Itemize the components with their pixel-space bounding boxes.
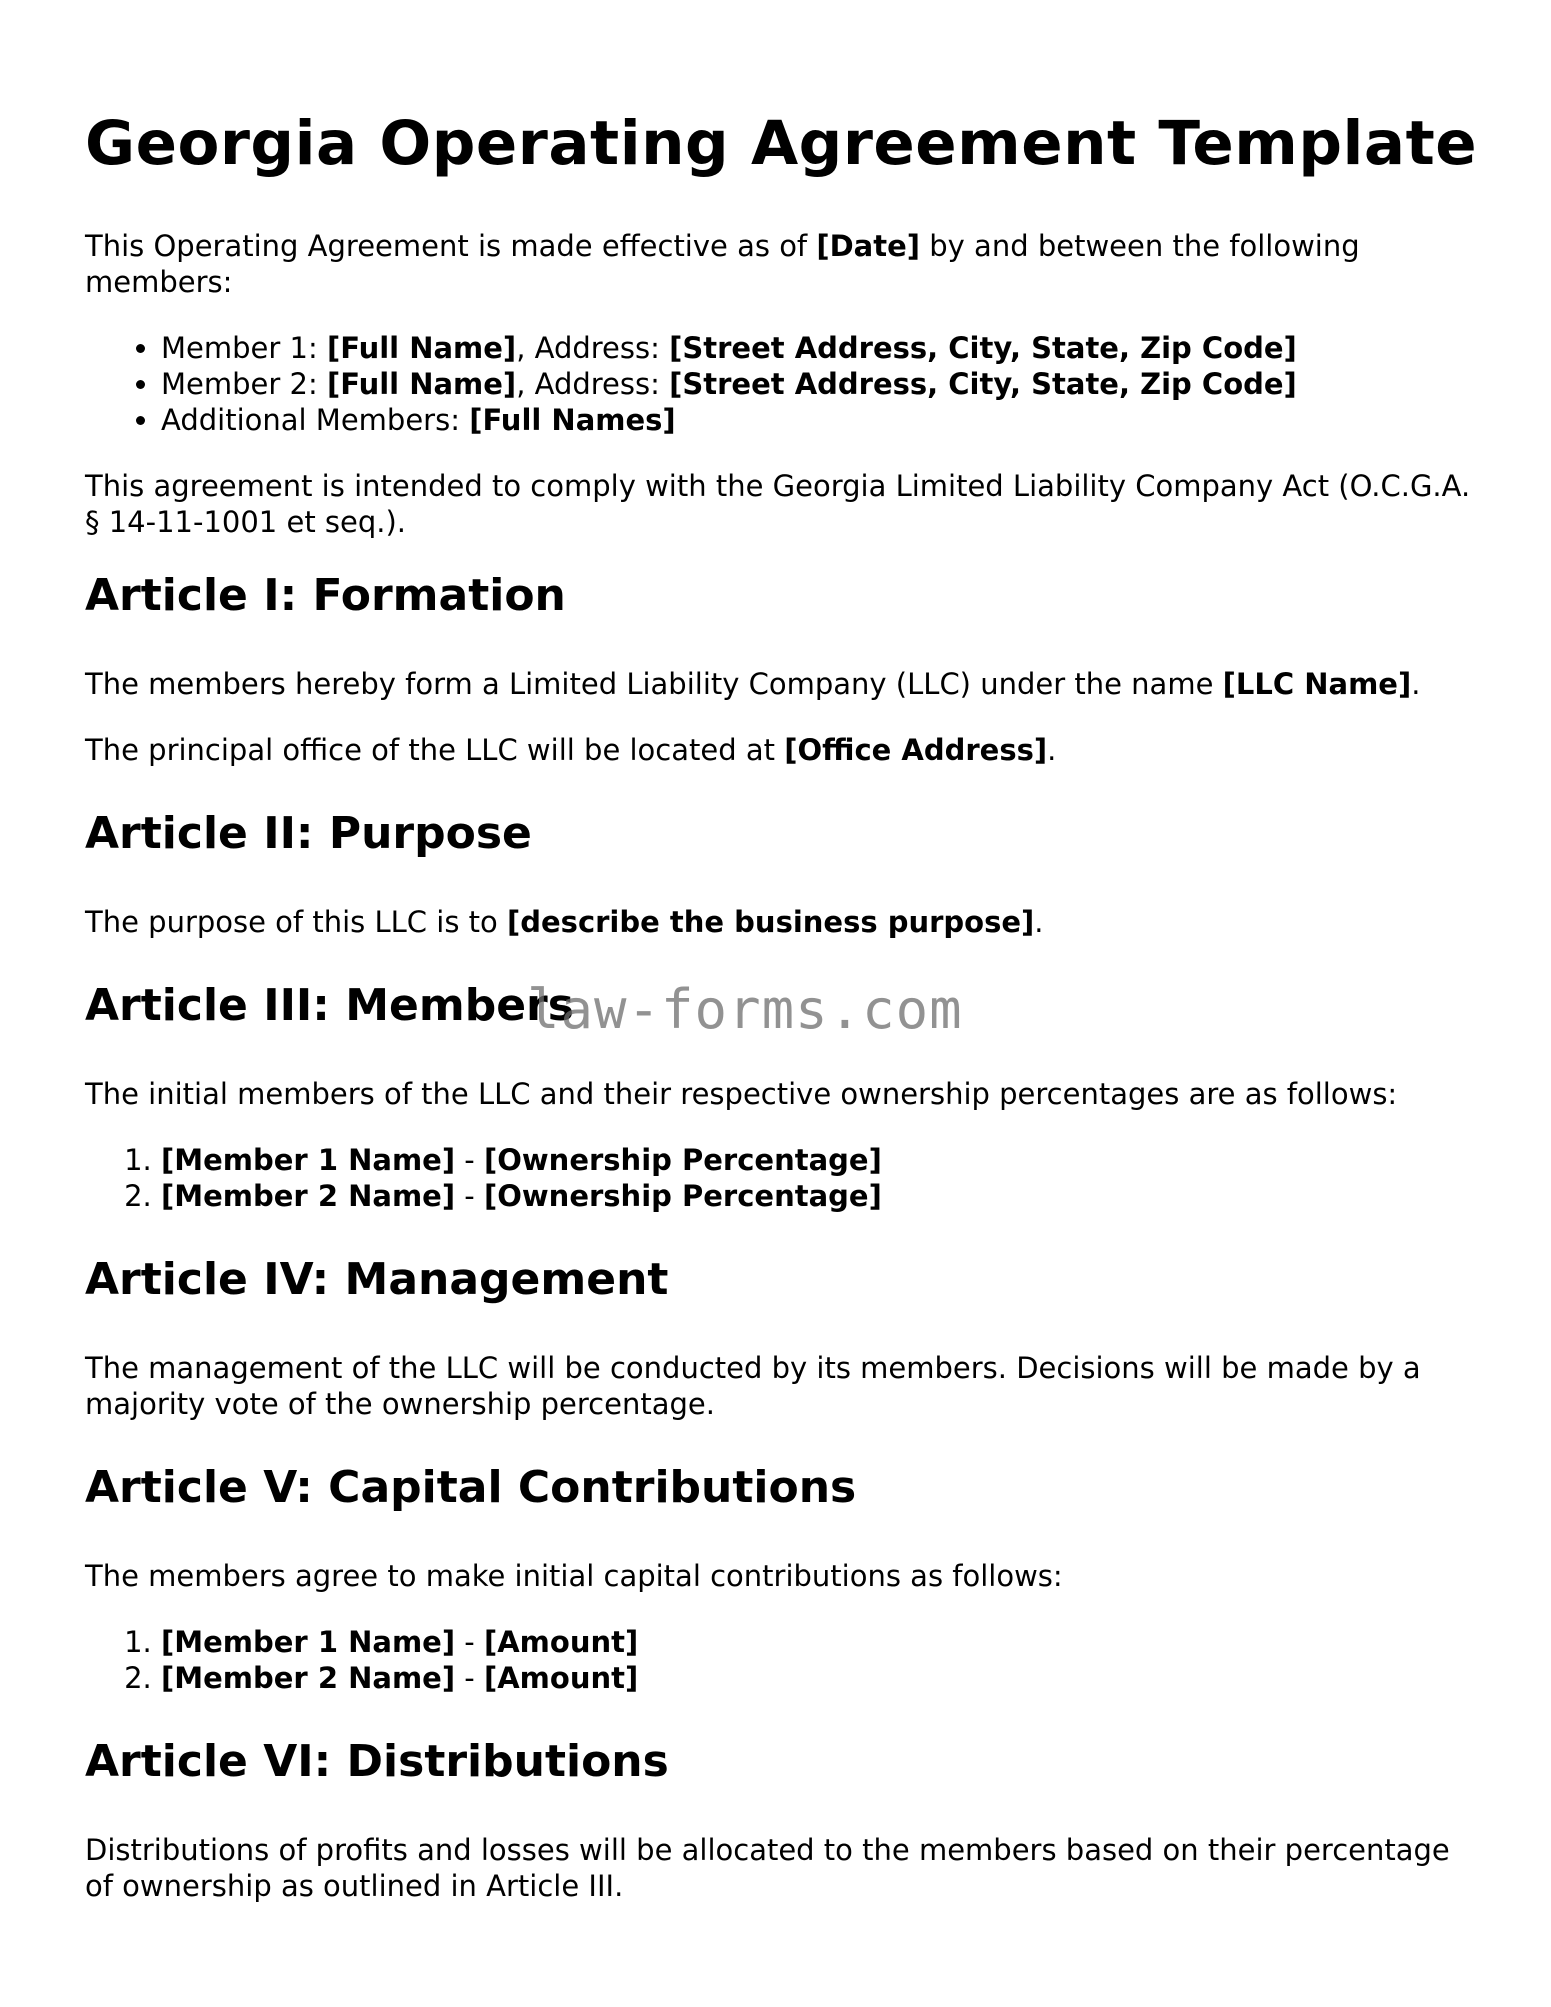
ownership-percentage: [Ownership Percentage] — [483, 1179, 882, 1213]
additional-members-label: Additional Members: — [161, 403, 470, 437]
member-name: [Member 1 Name] — [161, 1625, 456, 1659]
member-label: Member 1: — [161, 331, 327, 365]
intro-text-2: by and between the following members: — [85, 229, 1360, 299]
ownership-percentage: [Ownership Percentage] — [483, 1143, 882, 1177]
list-item — [161, 1660, 1485, 1696]
member-name: [Full Name] — [326, 331, 517, 365]
separator: - — [455, 1143, 484, 1177]
punctuation: . — [1411, 667, 1421, 701]
list-item — [161, 330, 1485, 366]
article-6-heading: Article VI: Distributions — [85, 1736, 669, 1787]
article-2-heading: Article II: Purpose — [85, 808, 532, 859]
office-address-placeholder: [Office Address] — [784, 733, 1048, 767]
list-item — [161, 366, 1485, 402]
member-label: Member 2: — [161, 367, 327, 401]
article-1-heading: Article I: Formation — [85, 570, 566, 621]
article-3-heading: Article III: Members — [85, 980, 574, 1031]
list-item — [161, 1178, 1485, 1214]
article-2-text: The purpose of this LLC is to — [85, 905, 507, 939]
intro-date: [Date] — [816, 229, 921, 263]
llc-name-placeholder: [LLC Name] — [1222, 667, 1412, 701]
member-name: [Member 1 Name] — [161, 1143, 456, 1177]
document-title: Georgia Operating Agreement Template — [85, 108, 1478, 179]
separator: - — [455, 1625, 484, 1659]
article-4-heading: Article IV: Management — [85, 1254, 669, 1305]
contributions-list — [85, 1624, 1485, 1696]
article-6-paragraph: Distributions of profits and losses will be allocated to the members based on their percentage of ownership as outlined in Article III. — [85, 1833, 1450, 1903]
member-name: [Full Name] — [326, 367, 517, 401]
punctuation: . — [1034, 905, 1044, 939]
article-3-paragraph: The initial members of the LLC and their respective ownership percentages are as follows: — [85, 1077, 1398, 1111]
watermark: law-forms.com — [527, 978, 963, 1041]
ownership-list — [85, 1142, 1485, 1214]
intro-paragraph — [85, 228, 1485, 300]
list-item — [161, 402, 1485, 438]
article-5-heading: Article V: Capital Contributions — [85, 1462, 857, 1513]
member-address: [Street Address, City, State, Zip Code] — [669, 331, 1297, 365]
business-purpose-placeholder: [describe the business purpose] — [507, 905, 1035, 939]
contribution-amount: [Amount] — [483, 1661, 639, 1695]
contribution-amount: [Amount] — [483, 1625, 639, 1659]
compliance-paragraph: This agreement is intended to comply with the Georgia Limited Liability Company Act (O.C.G.A. § 14-11-1001 et seq.). — [85, 469, 1471, 539]
address-label: , Address: — [516, 331, 670, 365]
intro-text-1: This Operating Agreement is made effective as of — [85, 229, 817, 263]
member-name: [Member 2 Name] — [161, 1179, 456, 1213]
member-name: [Member 2 Name] — [161, 1661, 456, 1695]
address-label: , Address: — [516, 367, 670, 401]
article-1-paragraph-2 — [85, 732, 1485, 768]
separator: - — [455, 1661, 484, 1695]
article-1-text: The members hereby form a Limited Liability Company (LLC) under the name — [85, 667, 1223, 701]
list-item — [161, 1142, 1485, 1178]
article-1-text-2: The principal office of the LLC will be located at — [85, 733, 785, 767]
article-2-paragraph — [85, 904, 1485, 940]
list-item — [161, 1624, 1485, 1660]
article-4-paragraph: The management of the LLC will be conducted by its members. Decisions will be made by a majority vote of the ownership percentage. — [85, 1351, 1421, 1421]
article-5-paragraph: The members agree to make initial capital contributions as follows: — [85, 1559, 1063, 1593]
additional-members-value: [Full Names] — [469, 403, 676, 437]
separator: - — [455, 1179, 484, 1213]
members-list — [85, 330, 1485, 438]
punctuation: . — [1047, 733, 1057, 767]
member-address: [Street Address, City, State, Zip Code] — [669, 367, 1297, 401]
article-1-paragraph-1 — [85, 666, 1485, 702]
